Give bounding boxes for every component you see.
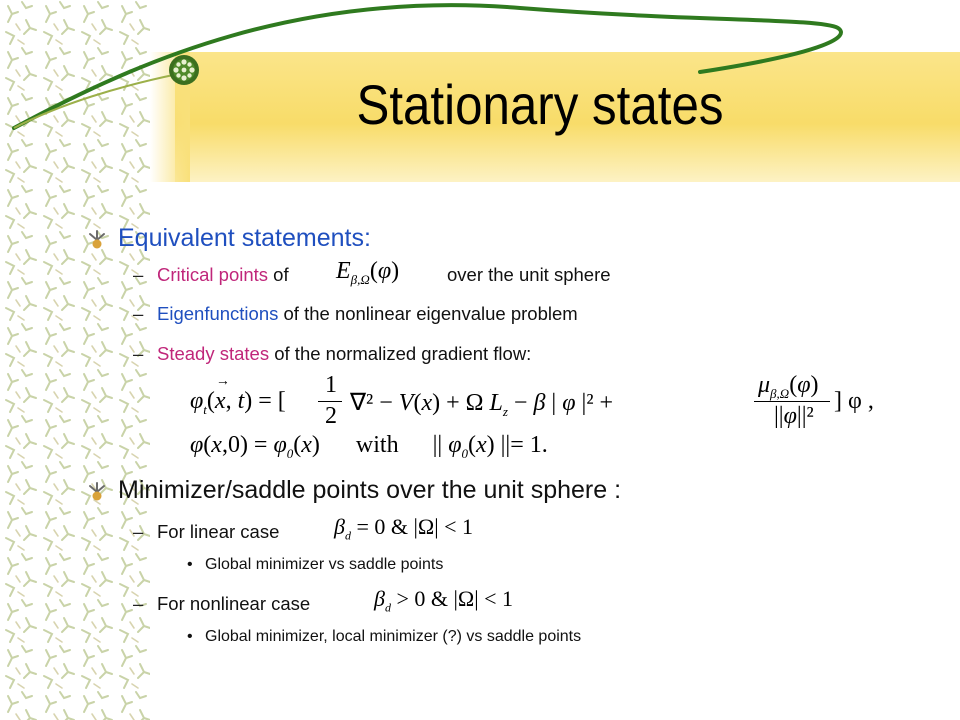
dot-marker: • [187, 556, 193, 573]
critical-points-text: of [268, 264, 289, 285]
linear-case-label: For linear case [157, 521, 280, 542]
dash-marker: – [133, 521, 144, 542]
dash-marker: – [133, 593, 144, 614]
title-band-fade [150, 52, 190, 182]
bullet-equivalent [86, 224, 371, 253]
eigenfunctions-text: of the nonlinear eigenvalue problem [278, 303, 578, 324]
nonlinear-case-condition: $\beta_d > 0$ & |Ω| < 1 [374, 586, 514, 615]
decorative-side-pattern [0, 0, 150, 720]
energy-functional: $E_{\beta,\Omega}(\varphi)$ [336, 258, 400, 287]
bullet-sprout-icon [86, 480, 108, 502]
list-item-nonlinear-case [133, 593, 310, 615]
list-item-nonlinear-sub [187, 628, 581, 646]
list-item-critical-points [133, 264, 289, 286]
list-item-eigenfunctions [133, 303, 578, 325]
bullet-minimizer [86, 476, 621, 505]
nonlinear-case-label: For nonlinear case [157, 593, 311, 614]
page-title: Stationary states [356, 73, 724, 136]
initial-condition-equation: $\varphi(x,0) = \varphi_0(x)$ with || $\varphi_0(x)$ ||= 1. [190, 432, 548, 461]
section1-heading: Equivalent statements: [118, 224, 371, 252]
list-item-linear-sub [187, 556, 443, 574]
slide: Stationary states Equivalent statements: – Critical points of $E_{\beta,\Omega}(\varphi)$ over the unit sphere – Eigenfunctions of the nonlinear eigenvalue problem – Steady states of the normalized gradient flow: $\varphi_t(x$ → , t) = [ 1 2 ∇² − V(x) + Ω $L_z - \beta$ | φ |² + $\mu_{\beta,\Omega}(\varphi)$ ||φ||² ] φ , $\varphi(x,0) = \varphi_0(x)$ with || $\varphi_0(x)$ ||= 1. Minimizer/saddle points over the unit sphere : – For linear case $\beta_d = 0$ & |Ω| < 1 • Global minimizer vs saddle points – For nonlinear case $\beta_d > 0$ & |Ω| < 1 • Global minimizer, local minimizer (?) vs saddle points [0, 0, 960, 720]
dash-marker: – [133, 343, 144, 364]
eigenfunctions-label: Eigenfunctions [157, 303, 279, 324]
list-item-linear-case [133, 521, 279, 543]
linear-case-condition: $\beta_d = 0$ & |Ω| < 1 [334, 514, 474, 543]
critical-points-suffix: over the unit sphere [447, 264, 611, 285]
nonlinear-sub-text: Global minimizer, local minimizer (?) vs saddle points [205, 628, 582, 645]
bullet-sprout-icon [86, 228, 108, 250]
dash-marker: – [133, 264, 144, 285]
critical-points-label: Critical points [157, 264, 269, 285]
steady-states-text: of the normalized gradient flow: [269, 343, 532, 364]
section2-heading: Minimizer/saddle points over the unit sphere : [118, 476, 622, 504]
dash-marker: – [133, 303, 144, 324]
dot-marker: • [187, 628, 193, 645]
steady-states-label: Steady states [157, 343, 270, 364]
linear-sub-text: Global minimizer vs saddle points [205, 556, 444, 573]
list-item-steady-states [133, 343, 531, 365]
